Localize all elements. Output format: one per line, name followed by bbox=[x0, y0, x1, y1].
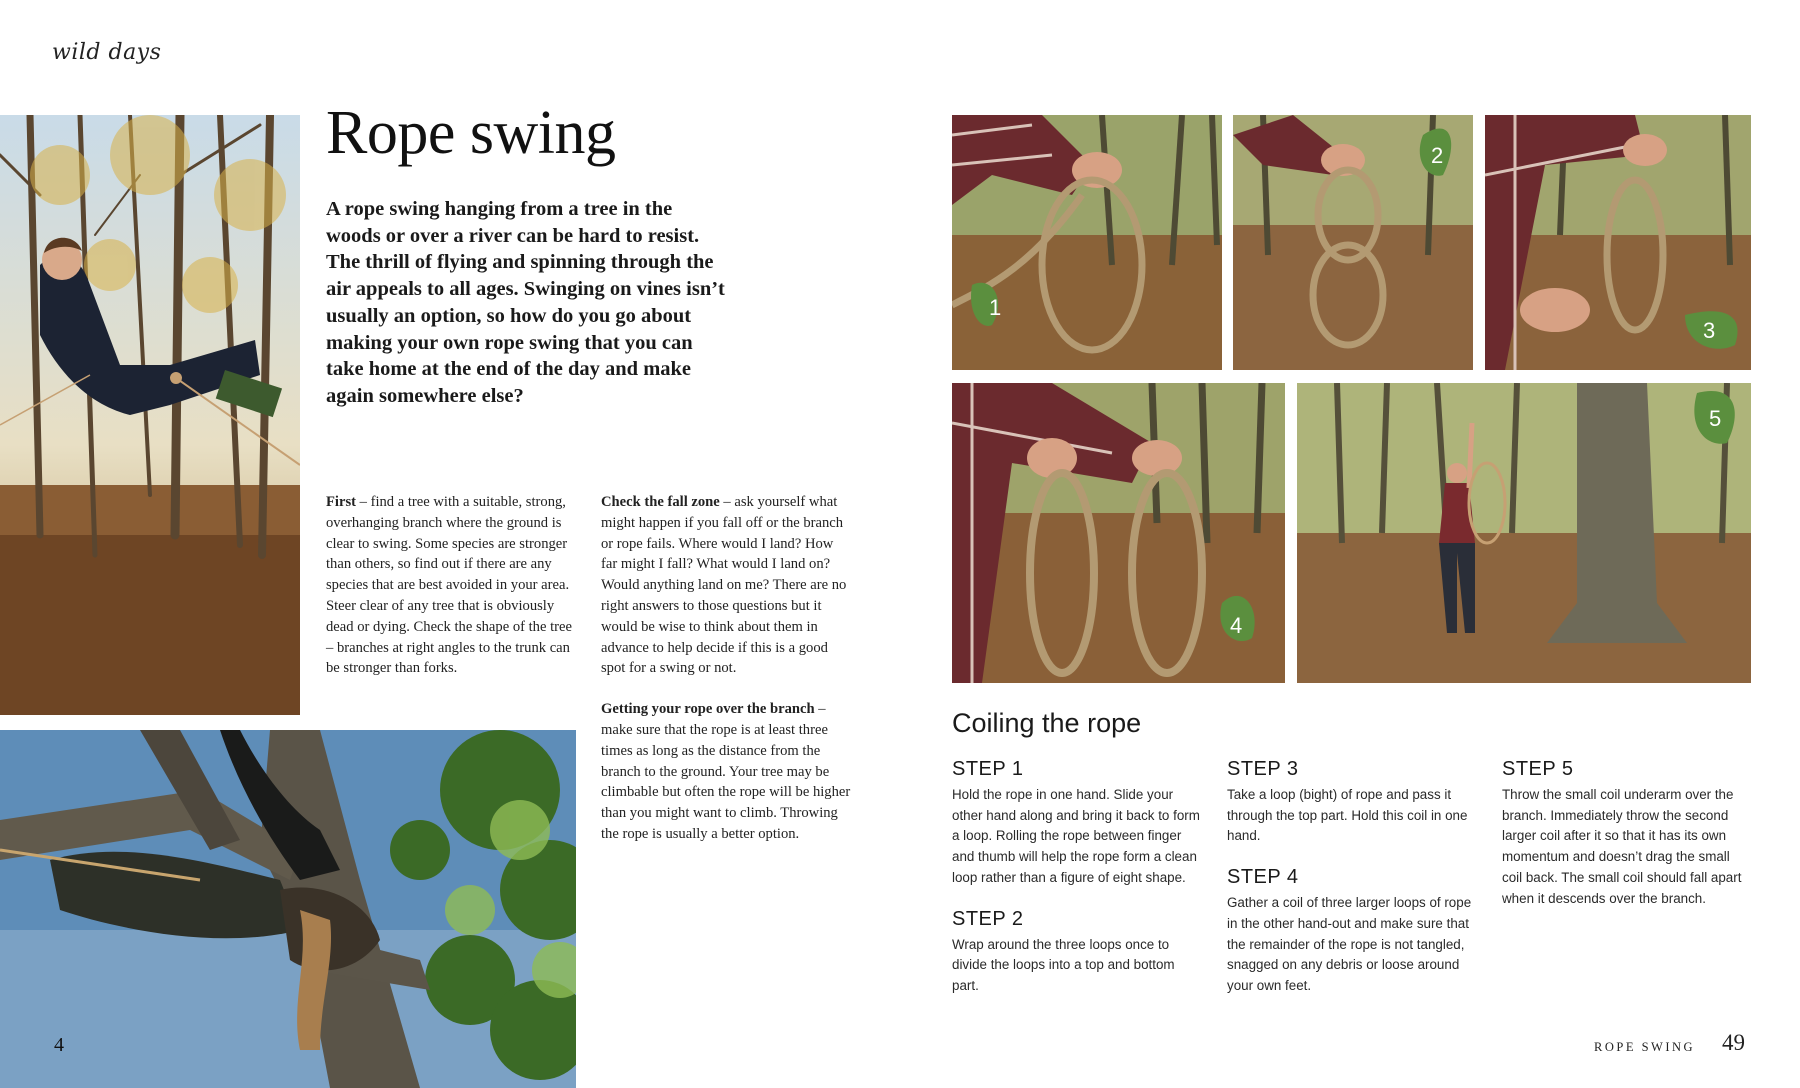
step-4-heading: STEP 4 bbox=[1227, 866, 1299, 889]
page-title: Rope swing bbox=[326, 99, 616, 167]
step-badge-1: 1 bbox=[989, 295, 1002, 320]
photo-boy-on-swing bbox=[0, 115, 300, 715]
section-fall-zone bbox=[601, 492, 853, 679]
step-5-heading: STEP 5 bbox=[1502, 758, 1574, 780]
section-text: – make sure that the rope is at least three times as long as the distance from the branch to the ground. Your tree may be climbable but often the rope will be higher than you might want to climb. Throwing the rope is usually a better option. bbox=[601, 701, 851, 842]
photo-step-1 bbox=[952, 115, 1222, 370]
section-rope-over-branch bbox=[601, 699, 853, 845]
step-5-text: Throw the small coil underarm over the branch. Immediately throw the second larger coil after it so that it has its own momentum and doesn’t drag the small coil back. The small coil should fall apart when it descends over the branch. bbox=[1502, 787, 1742, 906]
footer-section-title: ROPE SWING bbox=[1594, 1040, 1696, 1054]
step-1-text: Hold the rope in one hand. Slide your other hand along and bring it back to form a loop. Rolling the rope between finger and thumb will help the rope form a clean loop rather than a figure of eight shape. bbox=[952, 787, 1200, 885]
photo-step-4 bbox=[952, 383, 1285, 683]
photo-step-3 bbox=[1485, 115, 1751, 370]
step-1-heading: STEP 1 bbox=[952, 758, 1024, 780]
step-3-heading: STEP 3 bbox=[1227, 758, 1299, 780]
coiling-title: Coiling the rope bbox=[952, 708, 1142, 738]
steps-column-2 bbox=[1227, 758, 1477, 997]
step-badge-5: 5 bbox=[1709, 406, 1722, 431]
step-badge-4: 4 bbox=[1230, 613, 1243, 638]
section-lead: Check the fall zone bbox=[601, 494, 720, 510]
section-lead: Getting your rope over the branch bbox=[601, 701, 815, 718]
step-badge-3: 3 bbox=[1703, 318, 1716, 343]
step-badge-2: 2 bbox=[1431, 143, 1444, 168]
section-text: – find a tree with a suitable, strong, overhanging branch where the ground is clear to swing. Some species are stronger than others, so find out if there are any species that are best avoided in your area. Steer clear of any tree that is obviously dead or dying. Check the shape of the tree – branches at right angles to the trunk can be stronger than forks. bbox=[326, 494, 572, 677]
step-2-heading: STEP 2 bbox=[952, 907, 1024, 930]
section-text: – ask yourself what might happen if you fall off or the branch or rope fails. Where would I land? How far might I fall? What would I land on? Would anything land on me? There are no right answers to those questions but it would be wise to think about them in advance to help decide if this is a good spot for a swing or not. bbox=[601, 494, 847, 677]
photo-step-2 bbox=[1233, 115, 1473, 370]
steps-column-3 bbox=[1502, 758, 1752, 909]
photo-climbing-tree bbox=[0, 730, 576, 1088]
body-column-right bbox=[601, 492, 853, 845]
step-2-text: Wrap around the three loops once to divide the loops into a top and bottom part. bbox=[952, 936, 1175, 993]
body-column-left bbox=[326, 492, 574, 679]
step-4-text: Gather a coil of three larger loops of rope in the other hand-out and make sure that the remainder of the rope is not tangled, snagged on any debris or loose around your own feet. bbox=[1227, 895, 1472, 993]
section-lead: First bbox=[326, 494, 356, 510]
running-head: wild days bbox=[52, 40, 162, 65]
photo-step-5 bbox=[1297, 383, 1751, 683]
intro-paragraph: A rope swing hanging from a tree in the woods or over a river can be hard to resist. The thrill of flying and spinning through the air appeals to all ages. Swinging on vines isn’t usually an option, so how do you go about making your own rope swing that you can take home at the end of the day and make again somewhere else? bbox=[326, 198, 725, 407]
step-3-text: Take a loop (bight) of rope and pass it through the top part. Hold this coil in one hand. bbox=[1227, 787, 1468, 844]
page-number-left: 4 bbox=[54, 1034, 64, 1056]
page-number-right: 49 bbox=[1722, 1030, 1745, 1055]
steps-column-1 bbox=[952, 758, 1202, 997]
section-first bbox=[326, 492, 574, 679]
